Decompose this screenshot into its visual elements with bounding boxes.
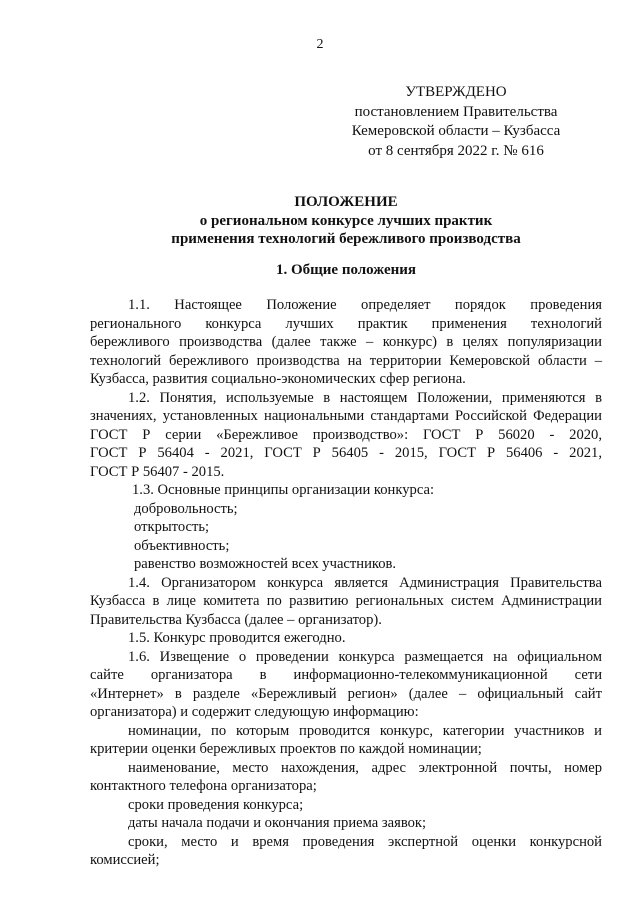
info-item <box>90 833 602 870</box>
list-item: объективность; <box>134 537 230 554</box>
text-line: 1.2. Понятия, используемые в настоящем Положении, применяются в <box>128 389 602 406</box>
text-line: критерии оценки бережливых проектов по каждой номинации; <box>90 741 482 757</box>
paragraph-1-4 <box>90 574 602 630</box>
paragraph-1-1 <box>90 296 602 389</box>
text-line: ГОСТ Р 56404 - 2021, ГОСТ Р 56405 - 2015, ГОСТ Р 56406 - 2021, <box>90 445 602 461</box>
paragraph-1-6 <box>90 648 602 722</box>
text-line: номинации, по которым проводится конкурс, категории участников и <box>128 722 602 739</box>
text-line: 1.6. Извещение о проведении конкурса размещается на официальном <box>128 648 602 665</box>
text-line: наименование, место нахождения, адрес электронной почты, номер <box>128 759 602 776</box>
text-line: технологий бережливого производства на территории Кемеровской области – <box>90 352 602 369</box>
info-item <box>90 759 602 796</box>
paragraph-1-3: 1.3. Основные принципы организации конкурса: <box>132 482 435 498</box>
text-line: регионального конкурса лучших практик применения технологий <box>90 315 602 332</box>
text-line: «Интернет» в разделе «Бережливый регион» (далее – официальный сайт <box>90 685 602 702</box>
section-heading: 1. Общие положения <box>275 262 417 278</box>
title-sub: применения технологий бережливого производства <box>171 231 521 247</box>
text-line: ГОСТ Р 56407 - 2015. <box>90 463 225 480</box>
title-sub: о региональном конкурсе лучших практик <box>199 212 493 229</box>
approval-line: Кемеровской области – Кузбасса <box>351 123 561 139</box>
info-item: даты начала подачи и окончания приема заявок; <box>128 815 427 831</box>
text-line: ГОСТ Р серии «Бережливое производство»: ГОСТ Р 56020 - 2020, <box>90 426 602 443</box>
info-item: сроки проведения конкурса; <box>128 796 304 813</box>
approval-line: от 8 сентября 2022 г. № 616 <box>368 142 544 159</box>
info-item <box>90 722 602 759</box>
text-line: сроки, место и время проведения экспертной оценки конкурсной <box>128 833 602 850</box>
text-line: 1.1. Настоящее Положение определяет порядок проведения <box>128 297 602 313</box>
text-line: Кузбасса в лице комитета по развитию региональных систем Администрации <box>90 593 602 609</box>
text-line: сайте организатора в информационно-телекоммуникационной сети <box>90 667 602 683</box>
paragraph-1-5: 1.5. Конкурс проводится ежегодно. <box>128 630 346 646</box>
list-item: равенство возможностей всех участников. <box>134 556 397 572</box>
list-item: открытость; <box>134 519 210 535</box>
page-number: 2 <box>316 37 324 52</box>
text-line: 1.4. Организатором конкурса является Администрация Правительства <box>128 574 602 591</box>
approval-line: УТВЕРЖДЕНО <box>405 84 507 100</box>
document-body <box>90 296 602 870</box>
text-line: комиссией; <box>90 852 160 868</box>
approval-stamp <box>340 83 572 161</box>
text-line: Кузбасса, развития социально-экономических сфер региона. <box>90 371 466 387</box>
text-line: контактного телефона организатора; <box>90 778 317 794</box>
text-line: организатора) и содержит следующую информацию: <box>90 704 419 720</box>
approval-line: постановлением Правительства <box>354 103 558 120</box>
text-line: значениях, установленных национальными стандартами Российской Федерации <box>90 408 602 424</box>
title-main: ПОЛОЖЕНИЕ <box>294 194 398 210</box>
document-title <box>90 193 602 249</box>
list-item: добровольность; <box>134 500 238 517</box>
paragraph-1-2 <box>90 389 602 482</box>
text-line: Правительства Кузбасса (далее – организатор). <box>90 611 382 628</box>
text-line: бережливого производства (далее также – конкурс) в целях популяризации <box>90 334 602 350</box>
